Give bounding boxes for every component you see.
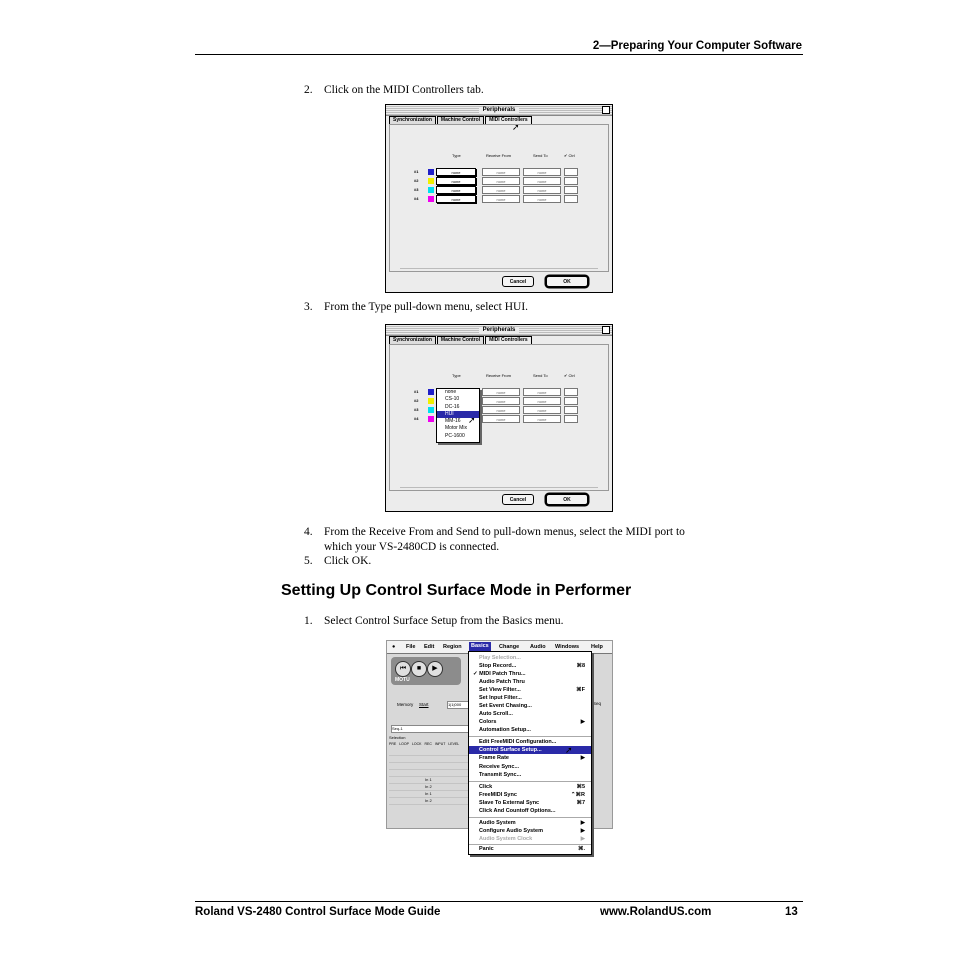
row-color-swatch <box>428 389 434 395</box>
track-row[interactable] <box>389 749 469 756</box>
transport-panel <box>391 657 461 685</box>
menu-item[interactable]: Audio Patch Thru <box>479 679 525 685</box>
step-number: 5. <box>304 555 313 567</box>
receive-from-popup[interactable]: none <box>482 388 520 396</box>
menu-item[interactable]: Audio System Clock ▶ <box>479 836 585 842</box>
row-label: #2 <box>414 398 419 403</box>
receive-from-popup[interactable]: none <box>482 415 520 423</box>
menu-item[interactable]: Audio System ▶ <box>479 820 585 826</box>
menu-separator <box>469 781 591 782</box>
menu-item[interactable]: Stop Record... ⌘8 <box>479 663 585 669</box>
peripherals-dialog-1 <box>385 104 613 293</box>
step-basics <box>304 614 564 629</box>
tab-midi-controllers[interactable]: MIDI Controllers <box>485 336 532 344</box>
col-type: Type <box>452 373 461 378</box>
row-label: #1 <box>414 389 419 394</box>
menu-separator <box>469 736 591 737</box>
receive-from-popup[interactable]: none <box>482 195 520 203</box>
track-header <box>389 742 469 746</box>
dialog-title: Peripherals <box>479 327 520 333</box>
menu-item[interactable]: CS-10 <box>445 396 460 403</box>
menu-item[interactable]: Configure Audio System ▶ <box>479 828 585 834</box>
menu-item-hui-selected[interactable]: HUI <box>437 411 479 418</box>
receive-from-popup[interactable]: none <box>482 406 520 414</box>
step-2 <box>304 83 484 98</box>
step-5 <box>304 554 371 569</box>
tab-machine-control[interactable]: Machine Control <box>437 336 484 344</box>
menu-change[interactable]: Change <box>499 644 520 650</box>
track-row[interactable] <box>389 763 469 770</box>
col-header: INPUT <box>434 742 446 746</box>
running-header: 2—Preparing Your Computer Software <box>592 40 802 52</box>
row-label: #3 <box>414 187 419 192</box>
stop-icon[interactable]: ■ <box>411 661 427 677</box>
row-label: #3 <box>414 407 419 412</box>
step-text: From the Receive From and Send to pull-down menus, select the MIDI port to <box>324 526 685 538</box>
step-number: 3. <box>304 301 313 313</box>
col-receive-from: Receive From <box>486 153 511 158</box>
row-label: #4 <box>414 196 419 201</box>
tab-midi-controllers[interactable]: MIDI Controllers <box>485 116 532 124</box>
menu-item[interactable]: Play Selection... <box>479 655 521 661</box>
send-to-popup[interactable]: none <box>523 186 561 194</box>
track-row[interactable] <box>389 777 469 784</box>
col-header: LOOP <box>399 742 409 746</box>
ctrl-field[interactable] <box>564 195 578 203</box>
zoom-box-icon[interactable] <box>602 106 610 114</box>
menu-item[interactable]: Set Input Filter... <box>479 695 522 701</box>
col-receive-from: Receive From <box>486 373 511 378</box>
step-text: Click on the MIDI Controllers tab. <box>324 84 484 96</box>
menu-separator <box>469 817 591 818</box>
footer-rule <box>195 901 803 902</box>
ctrl-field[interactable] <box>564 415 578 423</box>
col-header: PRE <box>389 742 397 746</box>
dialog-title: Peripherals <box>479 107 520 113</box>
track-row[interactable] <box>389 770 469 777</box>
menu-item[interactable]: Set View Filter... ⌘F <box>479 687 585 693</box>
row-color-swatch <box>428 407 434 413</box>
menu-item[interactable]: ✓ MIDI Patch Thru... <box>473 671 526 677</box>
step-4-continuation: which your VS-2480CD is connected. <box>324 541 500 553</box>
menu-windows[interactable]: Windows <box>555 644 580 650</box>
dialog-title-bar[interactable] <box>386 105 612 116</box>
menu-item[interactable]: Motor Mix <box>445 425 467 432</box>
ctrl-field[interactable] <box>564 177 578 185</box>
col-ctrl: ✔ Ctrl <box>564 153 575 158</box>
menu-item[interactable]: FreeMIDI Sync ⌃⌘R <box>479 792 585 798</box>
divider <box>400 268 598 269</box>
step-text: Select Control Surface Setup from the Basics menu. <box>324 615 564 627</box>
type-popup[interactable]: none <box>436 177 476 185</box>
step-number: 4. <box>304 526 313 538</box>
track-input: In 1 <box>425 791 432 796</box>
receive-from-popup[interactable]: none <box>482 186 520 194</box>
send-to-popup[interactable]: none <box>523 415 561 423</box>
menu-item[interactable]: PC-1600 <box>445 432 465 439</box>
row-color-swatch <box>428 178 434 184</box>
step-3 <box>304 300 528 315</box>
menu-item[interactable]: Slave To External Sync ⌘7 <box>479 800 585 806</box>
row-color-swatch <box>428 196 434 202</box>
peripherals-dialog-2 <box>385 324 613 512</box>
row-color-swatch <box>428 416 434 422</box>
menu-item[interactable]: Click And Countoff Options... <box>479 808 556 814</box>
row-label: #2 <box>414 178 419 183</box>
type-popup[interactable]: none <box>436 195 476 203</box>
menu-item[interactable]: Automation Setup... <box>479 727 531 733</box>
sequence-name[interactable]: Seq-1 <box>391 725 471 733</box>
menu-item[interactable]: DC-16 <box>445 403 460 410</box>
play-icon[interactable]: ▶ <box>427 661 443 677</box>
page-number: 13 <box>785 906 798 918</box>
row-color-swatch <box>428 169 434 175</box>
menu-basics[interactable]: Basics <box>471 643 489 649</box>
arrow-cursor-icon: ➚ <box>512 122 520 132</box>
receive-from-popup[interactable]: none <box>482 168 520 176</box>
track-input: In 2 <box>425 784 432 789</box>
menu-help[interactable]: Help <box>591 644 603 650</box>
type-popup[interactable]: none <box>436 168 476 176</box>
track-row[interactable] <box>389 791 469 798</box>
ctrl-field[interactable] <box>564 168 578 176</box>
tab-synchronization[interactable]: Synchronization <box>389 336 436 344</box>
memory-label: Memory <box>397 702 414 707</box>
col-type: Type <box>452 153 461 158</box>
step-text: From the Type pull-down menu, select HUI. <box>324 301 529 313</box>
step-number: 1. <box>304 615 313 627</box>
basics-menu <box>468 651 592 855</box>
row-color-swatch <box>428 187 434 193</box>
send-to-popup[interactable]: none <box>523 388 561 396</box>
menu-region[interactable]: Region <box>443 644 462 650</box>
send-to-popup[interactable]: none <box>523 168 561 176</box>
footer-url[interactable]: www.RolandUS.com <box>600 906 712 918</box>
tab-machine-control[interactable]: Machine Control <box>437 116 484 124</box>
type-popup[interactable]: none <box>436 186 476 194</box>
cancel-button[interactable]: Cancel <box>502 276 534 287</box>
track-row[interactable] <box>389 756 469 763</box>
section-heading: Setting Up Control Surface Mode in Performer <box>281 582 632 599</box>
menu-item[interactable]: Transmit Sync... <box>479 772 522 778</box>
track-row[interactable] <box>389 784 469 791</box>
menu-item[interactable]: Edit FreeMIDI Configuration... <box>479 739 557 745</box>
menu-audio[interactable]: Audio <box>530 644 546 650</box>
ok-button[interactable]: OK <box>546 494 588 505</box>
menu-item[interactable]: Panic ⌘. <box>479 846 585 852</box>
send-to-popup[interactable]: none <box>523 177 561 185</box>
step-4 <box>304 525 685 540</box>
receive-from-popup[interactable]: none <box>482 177 520 185</box>
ok-button[interactable]: OK <box>546 276 588 287</box>
track-input: In 2 <box>425 798 432 803</box>
send-to-popup[interactable]: none <box>523 406 561 414</box>
memory-counter[interactable]: 1|1|000 <box>447 701 469 709</box>
send-to-popup[interactable]: none <box>523 195 561 203</box>
seq-label: Seq <box>593 701 602 706</box>
dialog-title-bar[interactable] <box>386 325 612 336</box>
col-header: LOCK <box>411 742 422 746</box>
menu-edit[interactable]: Edit <box>424 644 435 650</box>
track-row[interactable] <box>389 798 469 805</box>
arrow-cursor-icon: ➚ <box>468 415 476 425</box>
row-label: #4 <box>414 416 419 421</box>
menu-item[interactable]: Click ⌘5 <box>479 784 585 790</box>
ctrl-field[interactable] <box>564 186 578 194</box>
col-ctrl: ✔ Ctrl <box>564 373 575 378</box>
header-rule <box>195 54 803 55</box>
tab-synchronization[interactable]: Synchronization <box>389 116 436 124</box>
apple-menu-icon[interactable]: ● <box>392 644 396 650</box>
ctrl-field[interactable] <box>564 388 578 396</box>
menu-item[interactable]: Colors ▶ <box>479 719 585 725</box>
footer-title: Roland VS-2480 Control Surface Mode Guide <box>195 906 441 918</box>
motu-logo: MOTU <box>395 677 410 683</box>
menu-item[interactable]: Receive Sync... <box>479 764 520 770</box>
track-input: In 1 <box>425 777 432 782</box>
menu-item[interactable]: Set Event Chasing... <box>479 703 532 709</box>
divider <box>400 487 598 488</box>
step-number: 2. <box>304 84 313 96</box>
ctrl-field[interactable] <box>564 406 578 414</box>
step-text: Click OK. <box>324 555 372 567</box>
menu-item[interactable]: none <box>445 389 457 395</box>
receive-from-popup[interactable]: none <box>482 397 520 405</box>
col-send-to: Send To <box>533 373 548 378</box>
start-label: Start <box>419 702 429 707</box>
rewind-icon[interactable]: ⏮ <box>395 661 411 677</box>
col-header: REC <box>424 742 432 746</box>
menu-file[interactable]: File <box>406 644 416 650</box>
selection-label: Selection <box>389 735 406 740</box>
send-to-popup[interactable]: none <box>523 397 561 405</box>
menu-item[interactable]: Frame Rate ▶ <box>479 755 585 761</box>
row-label: #1 <box>414 169 419 174</box>
col-send-to: Send To <box>533 153 548 158</box>
tab-strip <box>389 336 533 344</box>
ctrl-field[interactable] <box>564 397 578 405</box>
arrow-cursor-icon: ➚ <box>565 745 573 755</box>
menu-item-control-surface-setup[interactable]: Control Surface Setup... <box>469 746 591 754</box>
row-color-swatch <box>428 398 434 404</box>
zoom-box-icon[interactable] <box>602 326 610 334</box>
col-header: LEVEL <box>448 742 460 746</box>
menu-item[interactable]: MM-16 <box>445 418 461 425</box>
menu-item[interactable]: Auto Scroll... <box>479 711 513 717</box>
cancel-button[interactable]: Cancel <box>502 494 534 505</box>
